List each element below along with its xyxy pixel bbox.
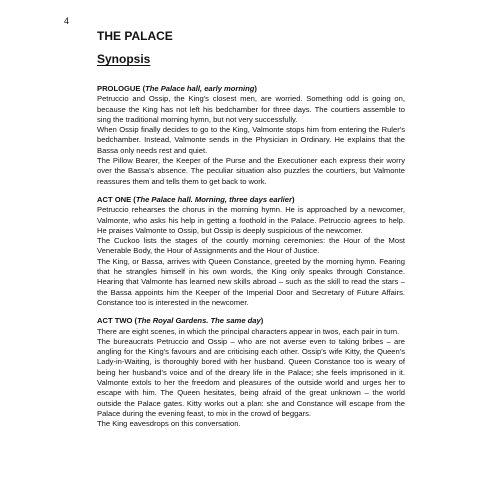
- section-setting: The Palace hall, early morning: [145, 84, 255, 93]
- section-subtitle: Synopsis: [97, 52, 151, 66]
- paragraph: The Pillow Bearer, the Keeper of the Purse and the Executioner each express their worry over the Bassa's absence. The peculiar situation also puzzles the courtiers, but Valmonte reassures them and tells them to get back to work.: [97, 156, 405, 186]
- section-label: ACT ONE: [97, 194, 132, 204]
- paragraph: The Cuckoo lists the stages of the courtly morning ceremonies: the Hour of the Most Venerable Body, the Hour of Assignments and the Hour of Justice.: [97, 236, 405, 256]
- paragraph: Petruccio and Ossip, the King's closest men, are worried. Something odd is going on, because the King has not left his bedchamber for three days. The courtiers assemble to sing the traditional morning hymn, but not very successfully.: [97, 94, 405, 124]
- section-label: PROLOGUE: [97, 84, 141, 93]
- paragraph: Petruccio rehearses the chorus in the morning hymn. He is approached by a newcomer, Valmonte, who asks his help in getting a foothold in the Palace. Petruccio agrees to help. He praises Valmonte to Ossip, but Ossip is deeply suspicious of the newcomer.: [97, 205, 405, 235]
- act-two-section: [97, 316, 405, 429]
- section-heading: ACT ONE (The Palace hall. Morning, three days earlier): [97, 194, 295, 204]
- section-label: ACT TWO: [97, 316, 133, 326]
- section-heading: PROLOGUE (The Palace hall, early morning): [97, 84, 257, 93]
- section-setting: The Royal Gardens. The same day: [137, 316, 261, 326]
- synopsis-body: [97, 84, 405, 438]
- paragraph: The King, or Bassa, arrives with Queen Constance, greeted by the morning hymn. Fearing that he strangles himself in his own words, the King only speaks through Constance. Hearing that Valmonte has learned new skills abroad – such as the skill to read the stars – the Bassa appoints him the Keeper of the Imperial Door and Secretary of Future Affairs. Constance too is interested in the newcomer.: [97, 256, 405, 307]
- section-heading: ACT TWO (The Royal Gardens. The same day): [97, 316, 264, 326]
- act-one-section: [97, 195, 405, 308]
- page-title: THE PALACE: [97, 29, 173, 43]
- prologue-section: [97, 84, 405, 187]
- section-setting: The Palace hall. Morning, three days earlier: [135, 194, 292, 204]
- paragraph: When Ossip finally decides to go to the King, Valmonte stops him from entering the Ruler's bedchamber. Instead, Valmonte sends in the Physician in Ordinary. He explains that the Bassa only needs rest and quiet.: [97, 125, 405, 155]
- page-number: 4: [64, 16, 70, 26]
- paragraph: The bureaucrats Petruccio and Ossip – who are not averse even to taking bribes – are angling for the King's favours and are criticising each other. Ossip's wife Kitty, the Queen's Lady-in-Waiting, is thoroughly bored with her husband. Queen Constance too is weary of being her husband's voice and of the dreary life in the Palace; she feels imprisoned in it. Valmonte extols to her the freedom and pleasures of the outside world and urges her to escape with him. The Queen hesitates, being afraid of the great unknown – the world outside the Palace gates. Kitty works out a plan: she and Constance will escape from the Palace during the evening feast, to mix in the crowd of beggars.: [97, 336, 405, 418]
- paragraph: There are eight scenes, in which the principal characters appear in twos, each pair in turn.: [97, 326, 400, 336]
- paragraph: The King eavesdrops on this conversation.: [97, 419, 241, 429]
